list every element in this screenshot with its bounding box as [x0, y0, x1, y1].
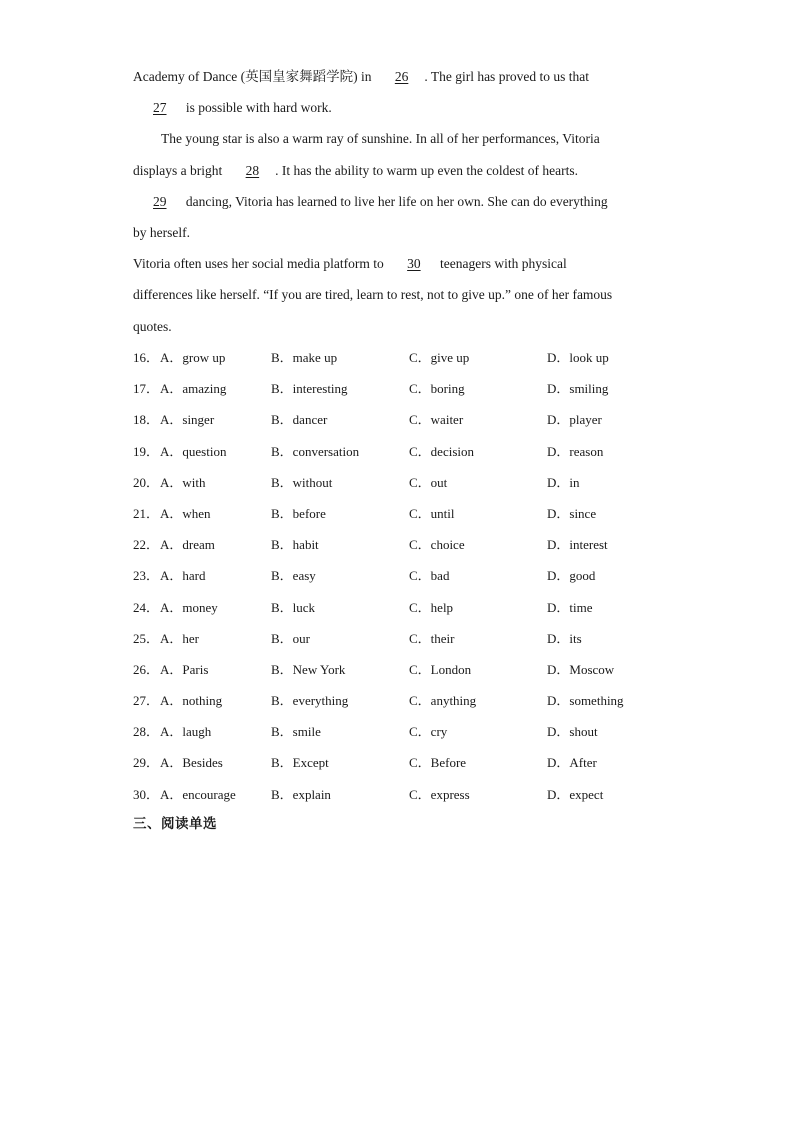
- question-row: [133, 498, 653, 529]
- text-segment: Vitoria often uses her social media platform to: [133, 256, 388, 272]
- blank-29: [133, 186, 183, 217]
- option-c: C．choice: [409, 537, 465, 553]
- blank-number: 29: [153, 193, 167, 209]
- blank-number: 28: [245, 162, 260, 178]
- blank-30: [387, 248, 437, 279]
- option-b: B．conversation: [271, 443, 360, 459]
- question-row: [133, 560, 653, 591]
- question-number: 29．: [133, 755, 160, 771]
- option-c: C．give up: [409, 350, 470, 365]
- text-segment: Academy of Dance (英国皇家舞蹈学院) in: [133, 69, 375, 84]
- text-segment: . The girl has proved to us that: [424, 69, 590, 84]
- question-number: 25．: [133, 630, 160, 646]
- passage-line: [133, 186, 663, 217]
- option-d: D．since: [547, 505, 597, 521]
- question-number: 27．: [133, 693, 160, 709]
- question-number: 28．: [133, 724, 160, 740]
- question-row: [133, 592, 653, 623]
- question-number: 30．: [133, 786, 160, 802]
- option-c: C．their: [409, 630, 455, 646]
- question-number: 21．: [133, 505, 160, 521]
- text-segment: dancing, Vitoria has learned to live her life on her own. She can do everything: [182, 193, 608, 209]
- option-c: C．cry: [409, 724, 448, 740]
- option-a: A．with: [160, 474, 206, 490]
- option-c: C．until: [409, 505, 455, 521]
- option-a: A．when: [160, 505, 211, 521]
- option-a: A．laugh: [160, 724, 212, 740]
- option-a: A．dream: [160, 537, 215, 553]
- option-a: A．amazing: [160, 381, 227, 397]
- option-a: A．Besides: [160, 755, 223, 771]
- question-row: [133, 467, 653, 498]
- option-c: C．waiter: [409, 412, 464, 428]
- option-c: C．Before: [409, 755, 467, 771]
- passage-line: [133, 61, 663, 92]
- option-d: D．reason: [547, 443, 604, 459]
- question-number: 23．: [133, 568, 160, 584]
- question-number: 20．: [133, 474, 160, 490]
- passage-line: [133, 92, 663, 123]
- option-b: B．our: [271, 630, 311, 646]
- question-row: [133, 529, 653, 560]
- option-d: D．Moscow: [547, 661, 615, 677]
- option-b: B．smile: [271, 724, 321, 740]
- option-c: C．London: [409, 661, 472, 677]
- section-heading: 三、阅读单选: [133, 816, 217, 832]
- blank-number: 27: [153, 100, 167, 116]
- question-number: 22．: [133, 537, 160, 553]
- option-b: B．New York: [271, 661, 346, 677]
- option-c: C．anything: [409, 693, 477, 709]
- question-row: [133, 373, 653, 404]
- option-a: A．question: [160, 443, 227, 459]
- option-b: B．Except: [271, 755, 329, 771]
- text-segment: displays a bright: [133, 162, 226, 178]
- blank-number: 30: [407, 256, 421, 272]
- question-row: [133, 716, 653, 747]
- passage-line: [133, 248, 663, 279]
- blank-number: 26: [394, 69, 409, 84]
- option-d: D．in: [547, 474, 580, 490]
- question-number: 19．: [133, 443, 160, 459]
- passage-text: [133, 61, 663, 342]
- blank-26: [375, 61, 425, 92]
- blank-28: [226, 155, 276, 186]
- option-a: A．her: [160, 630, 199, 646]
- option-b: B．everything: [271, 693, 349, 709]
- option-b: B．dancer: [271, 412, 328, 428]
- option-c: C．decision: [409, 443, 474, 459]
- question-row: [133, 404, 653, 435]
- option-c: C．out: [409, 474, 448, 490]
- option-d: D．look up: [547, 350, 609, 365]
- passage-line: by herself.: [133, 224, 190, 240]
- question-row: [133, 685, 653, 716]
- passage-line: [133, 155, 663, 186]
- option-d: D．After: [547, 755, 597, 771]
- option-d: D．something: [547, 693, 624, 709]
- passage-line: differences like herself. “If you are tired, learn to rest, not to give up.” one of her famous: [133, 287, 613, 303]
- option-b: B．make up: [271, 350, 338, 365]
- question-row: [133, 747, 653, 778]
- question-row: [133, 623, 653, 654]
- text-segment: teenagers with physical: [436, 256, 567, 272]
- option-a: A．hard: [160, 568, 206, 584]
- question-number: 17．: [133, 381, 160, 397]
- option-d: D．time: [547, 599, 593, 615]
- option-a: A．singer: [160, 412, 215, 428]
- option-c: C．boring: [409, 381, 465, 397]
- option-b: B．explain: [271, 786, 331, 802]
- question-number: 18．: [133, 412, 160, 428]
- option-a: A．nothing: [160, 693, 223, 709]
- question-row: [133, 779, 653, 810]
- blank-27: [133, 92, 183, 123]
- option-c: C．help: [409, 599, 454, 615]
- answer-options-list: [133, 342, 653, 810]
- option-b: B．luck: [271, 599, 316, 615]
- question-row: [133, 342, 653, 373]
- option-a: A．money: [160, 599, 218, 615]
- option-b: B．easy: [271, 568, 316, 584]
- option-a: A．encourage: [160, 786, 236, 802]
- option-d: D．smiling: [547, 381, 609, 397]
- option-b: B．before: [271, 505, 326, 521]
- question-number: 16．: [133, 350, 160, 365]
- text-segment: . It has the ability to warm up even the coldest of hearts.: [275, 162, 579, 178]
- question-row: [133, 654, 653, 685]
- option-b: B．without: [271, 474, 333, 490]
- passage-line: quotes.: [133, 318, 172, 334]
- option-d: D．shout: [547, 724, 598, 740]
- option-c: C．express: [409, 786, 470, 802]
- option-a: A．grow up: [160, 350, 226, 365]
- question-row: [133, 436, 653, 467]
- question-number: 26．: [133, 661, 160, 677]
- option-d: D．interest: [547, 537, 608, 553]
- option-d: D．expect: [547, 786, 604, 802]
- question-number: 24．: [133, 599, 160, 615]
- option-a: A．Paris: [160, 661, 209, 677]
- option-c: C．bad: [409, 568, 450, 584]
- option-d: D．good: [547, 568, 596, 584]
- passage-line: The young star is also a warm ray of sunshine. In all of her performances, Vitoria: [161, 131, 600, 147]
- text-segment: is possible with hard work.: [182, 100, 332, 116]
- option-b: B．interesting: [271, 381, 348, 397]
- option-d: D．its: [547, 630, 582, 646]
- option-d: D．player: [547, 412, 602, 428]
- option-b: B．habit: [271, 537, 319, 553]
